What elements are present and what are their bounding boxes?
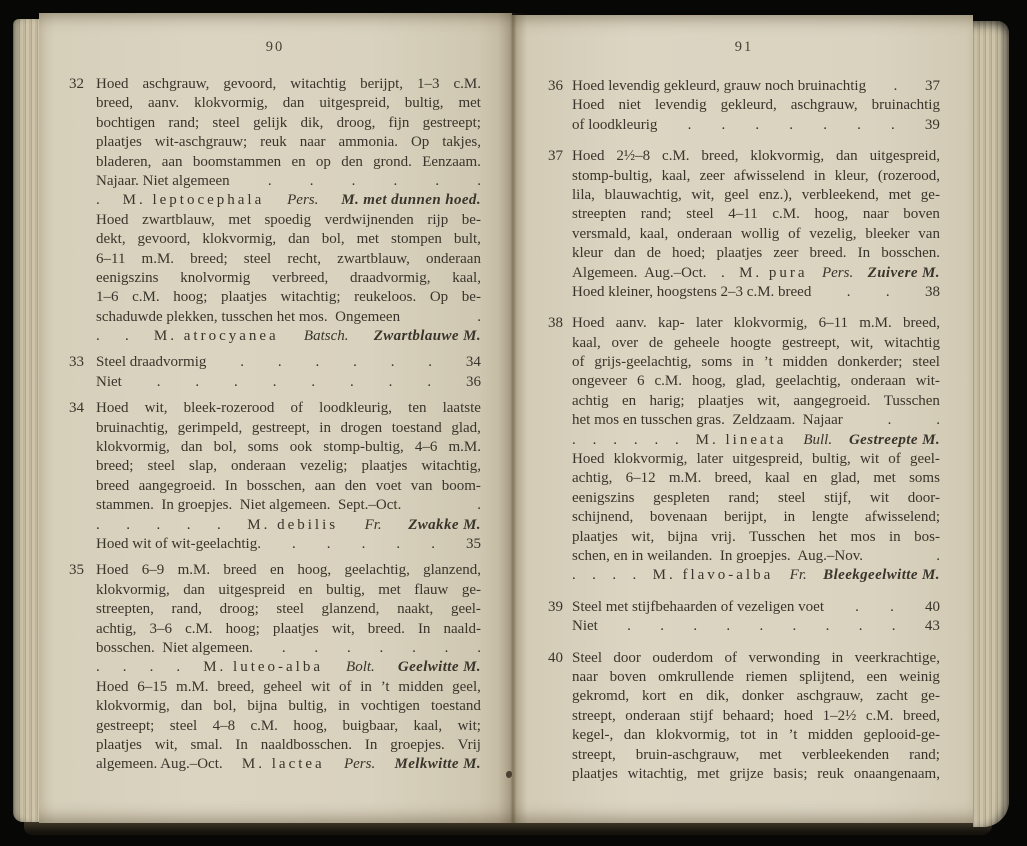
page-number-right: 91: [734, 39, 754, 55]
text-line: Hoed levendig gekleurd, grauw noch bruinachtig . 37: [572, 78, 940, 94]
key-entry: [548, 147, 940, 302]
author-abbrev: Fr.: [364, 516, 382, 533]
entry-lines: [96, 353, 481, 392]
text-line: Hoed 2½–8 c.M. breed, klokvormig, dan uitgespreid,: [572, 148, 940, 165]
text-line: klokvormig, dan bol, bijna bultig, in vochtigen toestand: [96, 698, 481, 715]
text-line: 1–6 c.M. hoog; plaatjes witachtig; reukeloos. Op be-: [96, 289, 481, 306]
key-entry: [69, 75, 481, 346]
text-line: Hoed aschgrauw, gevoord, witachtig berijpt, 1–3 c.M.: [96, 76, 481, 92]
author-abbrev: Bull.: [803, 431, 833, 448]
dutch-species-name: Melkwitte M.: [394, 756, 481, 773]
species-name: M. debilis: [247, 516, 339, 533]
species-name: M. lineata: [695, 431, 787, 448]
text-line: schijnend, bovenaan berijpt, in lengte afwisselend;: [572, 509, 940, 526]
text-line: Algemeen. Aug.–Oct. . M. pura Pers. Zuivere M.: [572, 264, 940, 283]
page-edge-stack-right: [973, 21, 1009, 827]
text-line: algemeen. Aug.–Oct. M. lactea Pers. Melkwitte M.: [96, 755, 481, 774]
entry-number: 37: [548, 148, 563, 165]
text-line: bruinachtig, gerimpeld, gestreept, in drogen toestand glad,: [96, 419, 481, 436]
entry-number: 39: [548, 598, 563, 615]
dutch-species-name: Zwakke M.: [408, 516, 481, 533]
book-cover-edge: [24, 821, 992, 835]
text-line: bochtigen rand; steel gelijk dik, droog, fijn gestreept;: [96, 114, 481, 131]
text-line: . . . . M. flavo-alba Fr. Bleekgeelwitte M.: [572, 566, 940, 585]
text-line: lila, blauwachtig, wit, geel enz.), verbleekend, met ge-: [572, 186, 940, 203]
text-line: achtig en harig; plaatjes wit, aangegroeid. Tusschen: [572, 392, 940, 409]
dutch-species-name: Geelwitte M.: [397, 659, 481, 676]
text-line: of grijs-geelachtig, soms in ’t midden donkerder; steel: [572, 354, 940, 371]
text-line: Hoed klokvormig, later uitgespreid, bultig, wit of geel-: [572, 451, 940, 468]
dutch-species-name: Bleekgeelwitte M.: [823, 567, 940, 584]
text-line: klokvormig, dan uitgespreid en bultig, met flauw ge-: [96, 581, 481, 598]
text-line: schen, en in weilanden. In groepjes. Aug.–Nov. .: [572, 547, 940, 564]
entry-number: 38: [548, 315, 563, 332]
species-name: M. leptocephala: [122, 192, 265, 209]
page-edge-stack-left: [13, 19, 39, 822]
entry-lines: [572, 147, 940, 302]
text-line: schaduwde plekken, tusschen het mos. Ongemeen .: [96, 308, 481, 325]
text-line: plaatjes wit, bijna vrij. Tusschen het mos in bos-: [572, 528, 940, 545]
dutch-species-name: M. met dunnen hoed.: [341, 192, 481, 209]
entry-lines: [96, 75, 481, 346]
text-line: gestreept; steel 4–8 c.M. hoog, buigbaar, kaal, wit;: [96, 717, 481, 734]
key-entry: [69, 353, 481, 392]
species-name: M. atrocyanea: [153, 328, 279, 345]
text-line: breed aangegroeid. In bosschen, aan den voet van boom-: [96, 477, 481, 494]
entry-number: 32: [69, 76, 84, 92]
text-line: Hoed 6–9 m.M. breed en hoog, geelachtig, glanzend,: [96, 562, 481, 579]
text-line: 6–11 m.M. breed; steel recht, zwartblauw, onderaan: [96, 250, 481, 267]
dutch-species-name: Zwartblauwe M.: [373, 328, 481, 345]
text-line: stammen. In groepjes. Niet algemeen. Sept.–Oct. .: [96, 497, 481, 514]
entry-lines: [96, 561, 481, 774]
text-line: naar boven omkrullende riemen splijtend, een weinig: [572, 668, 940, 685]
entries-right: [548, 77, 940, 784]
text-line: . . . . M. luteo-alba Bolt. Geelwitte M.: [96, 658, 481, 677]
text-line: stomp-bultig, kaal, zeer afwisselend in kleur, (rozerood,: [572, 167, 940, 184]
text-line: Steel draadvormig . . . . . . 34: [96, 354, 481, 371]
text-line: eenigszins knolvormig verbreed, draadvormig, kaal,: [96, 269, 481, 286]
text-line: klokvormig, dan bol, soms ook stomp-bultig, 4–6 m.M.: [96, 439, 481, 456]
text-line: . . M. atrocyanea Batsch. Zwartblauwe M.: [96, 327, 481, 346]
text-line: . M. leptocephala Pers. M. met dunnen hoed.: [96, 191, 481, 210]
text-line: achtig, 3–6 c.M. hoog; plaatjes wit, breed. In naald-: [96, 620, 481, 637]
species-name: M. lactea: [241, 756, 325, 773]
text-line: Hoed kleiner, hoogstens 2–3 c.M. breed . . 38: [572, 283, 940, 300]
text-line: plaatjes wit, smal. In naaldbosschen. In groepjes. Vrij: [96, 736, 481, 753]
dutch-species-name: Zuivere M.: [867, 264, 940, 281]
text-line: dekt, gevoord, klokvormig, dan bol, met stompen bult,: [96, 231, 481, 248]
text-line: Hoed niet levendig gekleurd, aschgrauw, bruinachtig: [572, 97, 940, 114]
author-abbrev: Pers.: [343, 756, 376, 773]
text-line: Hoed aanv. kap- later klokvormig, 6–11 m.M. breed,: [572, 315, 940, 332]
text-line: streept, onderaan stijf behaard; hoed 1–2½ c.M. breed,: [572, 707, 940, 724]
text-line: breed, aanv. klokvormig, dan uitgespreid, bultig, met: [96, 95, 481, 112]
text-line: bladeren, aan boomstammen en op den grond. Eenzaam.: [96, 153, 481, 170]
entry-number: 40: [548, 649, 563, 666]
key-entry: [548, 314, 940, 585]
text-line: streepten rand; steel 4–11 c.M. hoog, naar boven: [572, 206, 940, 223]
text-line: kleur dan de hoed; plaatjes zeer breed. In bosschen.: [572, 245, 940, 262]
text-line: plaatjes wit-aschgrauw; reuk naar ammonia. Op takjes,: [96, 134, 481, 151]
text-line: Hoed 6–15 m.M. breed, geheel wit of in ’t midden geel,: [96, 678, 481, 695]
book-page-right: [512, 15, 973, 823]
text-line: kaal, over de geheele hoogte gestreept, wit, witachtig: [572, 334, 940, 351]
entry-lines: [96, 399, 481, 554]
key-entry: [548, 598, 940, 637]
text-line: eenigszins gespleten rand; steel stijf, wit door-: [572, 489, 940, 506]
text-line: Steel door ouderdom of verwonding in veerkrachtige,: [572, 649, 940, 666]
entries-left: [69, 75, 481, 775]
text-line: . . . . . . M. lineata Bull. Gestreepte M.: [572, 431, 940, 450]
entry-lines: [572, 77, 940, 135]
text-line: ongeveer 6 c.M. hoog, glad, geelachtig, onderaan wit-: [572, 373, 940, 390]
text-line: het mos en tusschen gras. Zeldzaam. Najaar . .: [572, 412, 940, 429]
author-abbrev: Pers.: [287, 192, 319, 209]
text-line: kegel-, dan klokvormig, tot in ’t midden geplooid-ge-: [572, 727, 940, 744]
text-line: . . . . . M. debilis Fr. Zwakke M.: [96, 516, 481, 535]
author-abbrev: Fr.: [789, 567, 807, 584]
key-entry: [69, 561, 481, 774]
entry-lines: [572, 649, 940, 785]
text-line: streept, bruin-aschgrauw, met verbleekenden rand;: [572, 746, 940, 763]
key-entry: [548, 649, 940, 785]
text-line: of loodkleurig . . . . . . . 39: [572, 116, 940, 133]
text-line: plaatjes witachtig, met grijze basis; reuk onaangenaam,: [572, 765, 940, 782]
text-line: breed; steel slap, onderaan vezelig; plaatjes witachtig,: [96, 458, 481, 475]
author-abbrev: Pers.: [821, 264, 854, 281]
author-abbrev: Bolt.: [346, 659, 375, 676]
entry-number: 35: [69, 562, 84, 579]
text-line: achtig, 6–12 m.M. breed, kaal en glad, met soms: [572, 470, 940, 487]
text-line: Niet . . . . . . . . . 43: [572, 618, 940, 635]
text-line: Najaar. Niet algemeen . . . . . .: [96, 172, 481, 189]
text-line: bosschen. Niet algemeen. . . . . . . .: [96, 639, 481, 656]
text-line: Hoed zwartblauw, met spoedig verdwijnenden rijp be-: [96, 211, 481, 228]
text-line: Steel met stijfbehaarden of vezeligen voet . . 40: [572, 598, 940, 615]
entry-lines: [572, 598, 940, 637]
entry-lines: [572, 314, 940, 585]
dutch-species-name: Gestreepte M.: [848, 431, 940, 448]
text-line: gekromd, kort en dik, donker aschgrauw, zacht ge-: [572, 688, 940, 705]
author-abbrev: Batsch.: [303, 328, 349, 345]
entry-number: 33: [69, 354, 84, 371]
entry-number: 36: [548, 78, 563, 94]
page-content-right: [548, 39, 940, 796]
species-name: M. luteo-alba: [203, 659, 323, 676]
text-line: Niet . . . . . . . . 36: [96, 373, 481, 390]
entry-number: 34: [69, 400, 84, 417]
key-entry: [548, 77, 940, 135]
text-line: Hoed wit of wit-geelachtig. . . . . . 35: [96, 535, 481, 552]
species-name: M. pura: [739, 264, 808, 281]
book-page-left: [39, 13, 512, 823]
page-content-left: [69, 39, 481, 782]
key-entry: [69, 399, 481, 554]
species-name: M. flavo-alba: [652, 567, 774, 584]
text-line: versmald, kaal, onderaan wollig of vezelig, bleeker van: [572, 225, 940, 242]
text-line: Hoed wit, bleek-rozerood of loodkleurig, ten laatste: [96, 400, 481, 417]
text-line: streepten, rand, droog; steel glanzend, naakt, geel-: [96, 601, 481, 618]
page-number-left: 90: [265, 39, 285, 55]
